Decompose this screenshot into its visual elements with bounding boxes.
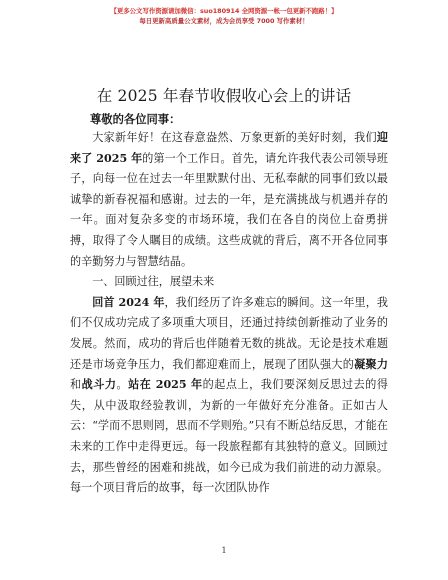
promo-banner-line1: 【更多公文写作资源请加微信：suo180914 全网资源一帐一包更新不跑路！】	[110, 7, 338, 15]
paragraph-1	[70, 128, 388, 272]
document-title: 在 2025 年春节收假收心会上的讲话	[96, 87, 352, 105]
p1-bold-year: 迎来了 2025 年	[70, 131, 388, 165]
page-number: 1	[221, 546, 227, 555]
p2-text-h: 的起点上，我们要深刻反思过去的得失，从中汲取经验教训，为新的一年做好充分准备。正如古人云：“学而不思则罔，思而不学则殆。”只有不断总结反思，才能在未来的工作中走得更远。每一段旅程都有其独特的意义。回顾过去，那些曾经的困难和挑战，如今已成为我们前进的动力源泉。每一个项目背后的故事，每一次团队协作	[70, 378, 388, 495]
p1-text-c: 的第一个工作日。首先，请允许我代表公司领导班子，向每一位在过去一年里默默付出、无私奉献的同事们致以最诚挚的新春祝福和感谢。过去的一年，是充满挑战与机遇并存的一年。面对复杂多变的市场环境，我们在各自的岗位上奋勇拼搏，取得了令人瞩目的成绩。这些成就的背后，离不开各位同事的辛勤努力与智慧结晶。	[70, 151, 388, 268]
section-heading-1: 一、回顾过往，展望未来	[92, 275, 215, 289]
p2-bold-year: 回首 2024 年	[92, 295, 165, 309]
p2-bold-combat: 战斗力	[81, 378, 117, 392]
promo-banner-line2: 每日更新高质量公文素材，成为会员享受 7000 写作素材！	[139, 17, 309, 25]
p2-text-b: ，我们经历了许多难忘的瞬间。这一年里，我们不仅成功完成了多项重大项目，还通过持续创新推动了业务的发展。然而，成功的背后也伴随着无数的挑战。无论是技术难题还是市场竞争压力，我们都迎难而上，展现了团队强大的	[70, 295, 388, 371]
p2-bold-cohesion: 凝聚力	[354, 357, 388, 371]
p1-text-a: 大家新年好！在这春意盎然、万象更新的美好时刻，我们	[92, 131, 377, 144]
salutation: 尊敬的各位同事：	[90, 112, 181, 126]
p2-bold-standing: 站在 2025 年	[128, 378, 203, 392]
p2-text-f: 。	[116, 378, 129, 392]
document-body	[70, 128, 388, 499]
paragraph-2	[70, 293, 388, 499]
promo-banner	[0, 6, 448, 26]
p2-text-d: 和	[70, 378, 82, 392]
